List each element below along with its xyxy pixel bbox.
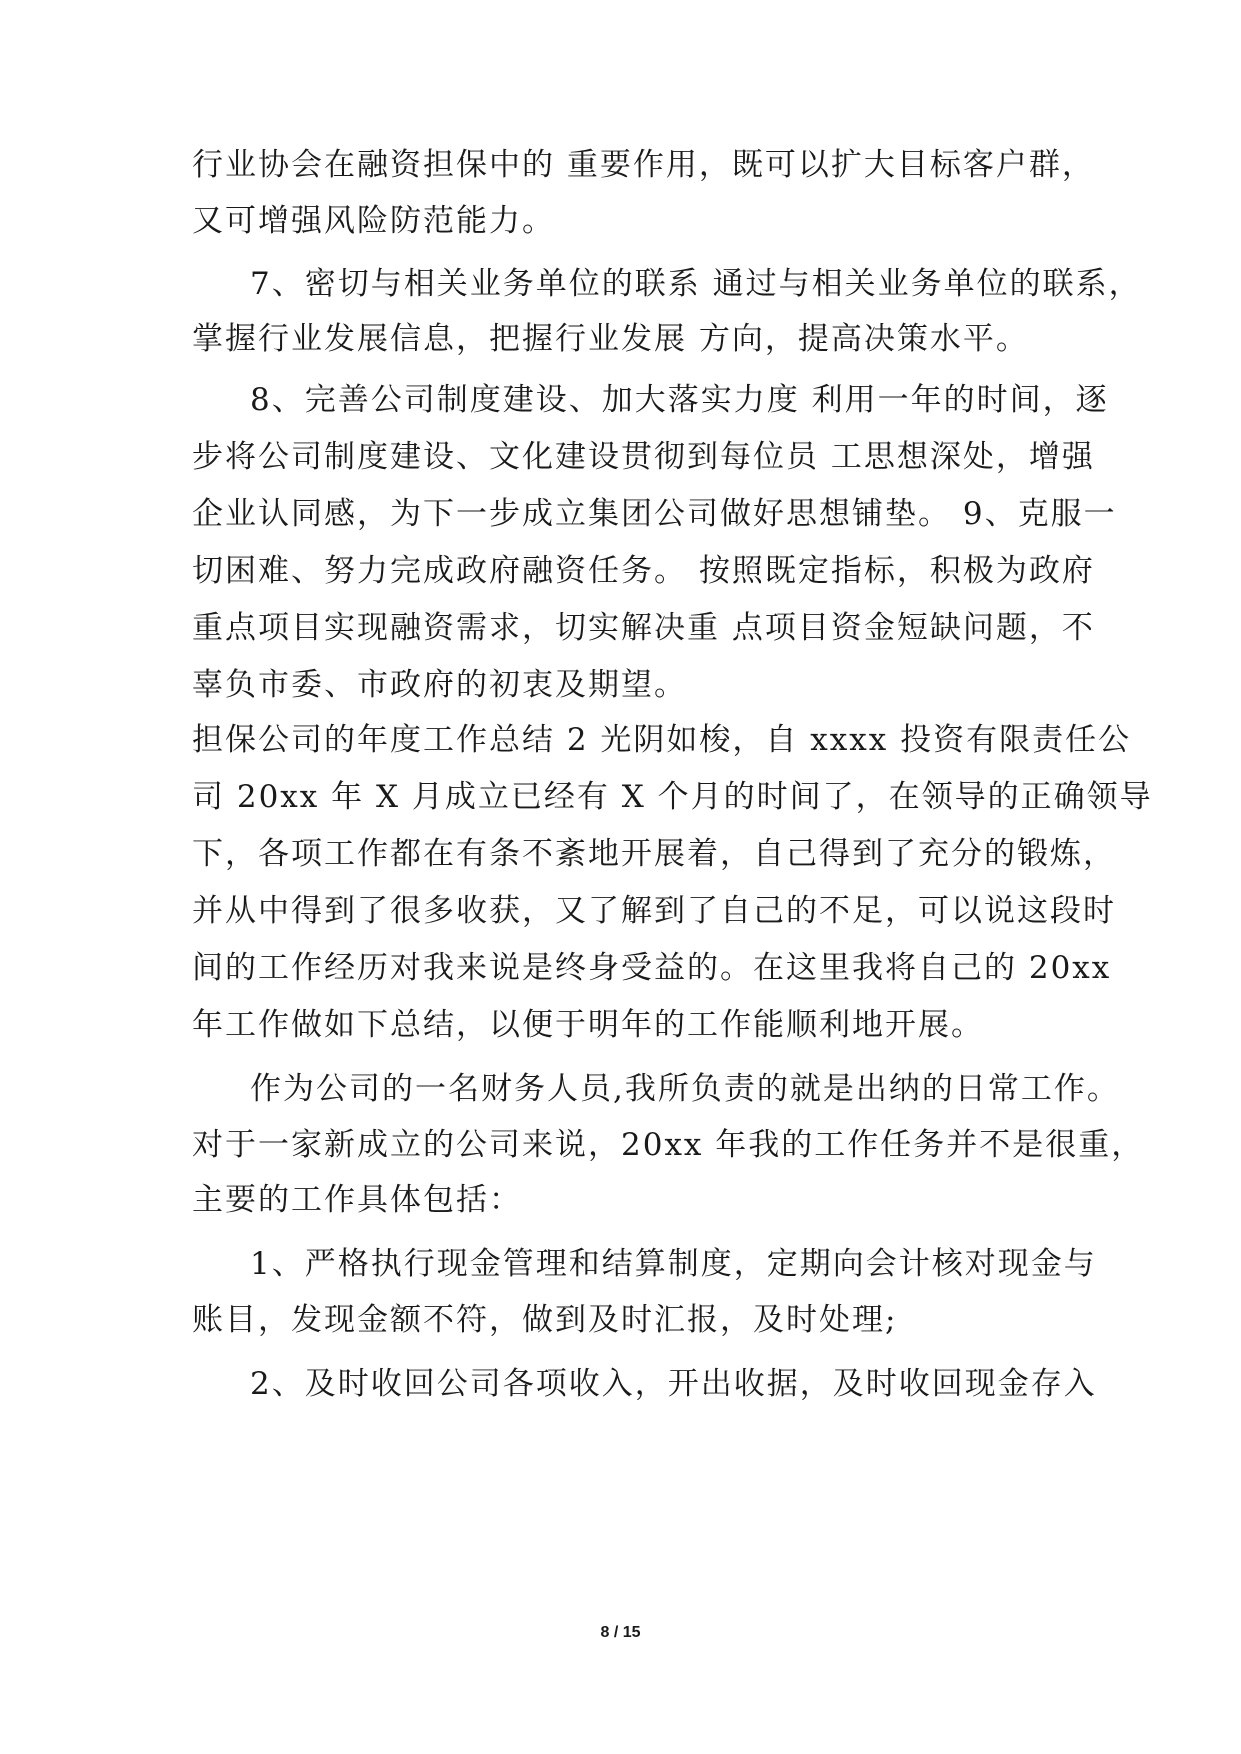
text-line: 重点项目实现融资需求，切实解决重 点项目资金短缺问题，不	[192, 610, 1095, 646]
page-number: 8 / 15	[600, 1624, 641, 1641]
text-line: 并从中得到了很多收获，又了解到了自己的不足，可以说这段时	[192, 893, 1116, 929]
text-line: 担保公司的年度工作总结 2 光阴如梭，自 xxxx 投资有限责任公	[192, 722, 1132, 758]
text-line: 对于一家新成立的公司来说，20xx 年我的工作任务并不是很重，	[192, 1127, 1145, 1163]
text-line: 间的工作经历对我来说是终身受益的。在这里我将自己的 20xx	[192, 950, 1112, 986]
text-line: 账目，发现金额不符，做到及时汇报，及时处理;	[192, 1302, 898, 1338]
text-line: 8、完善公司制度建设、加大落实力度 利用一年的时间，逐	[250, 382, 1109, 418]
text-line: 辜负市委、市政府的初衷及期望。	[192, 667, 687, 703]
text-line: 又可增强风险防范能力。	[192, 203, 555, 239]
text-line: 下，各项工作都在有条不紊地开展着，自己得到了充分的锻炼，	[192, 836, 1116, 872]
text-line: 司 20xx 年 X 月成立已经有 X 个月的时间了，在领导的正确领导	[192, 779, 1153, 815]
text-line: 2、及时收回公司各项收入，开出收据，及时收回现金存入	[250, 1366, 1097, 1402]
text-line: 切困难、努力完成政府融资任务。 按照既定指标，积极为政府	[192, 553, 1095, 589]
text-line: 作为公司的一名财务人员,我所负责的就是出纳的日常工作。	[250, 1071, 1120, 1107]
text-line: 7、密切与相关业务单位的联系 通过与相关业务单位的联系，	[250, 266, 1142, 302]
text-line: 年工作做如下总结，以便于明年的工作能顺利地开展。	[192, 1007, 984, 1043]
text-line: 1、严格执行现金管理和结算制度，定期向会计核对现金与	[250, 1246, 1097, 1282]
text-line: 掌握行业发展信息，把握行业发展 方向，提高决策水平。	[192, 321, 1029, 357]
text-line: 主要的工作具体包括：	[192, 1182, 522, 1218]
text-line: 步将公司制度建设、文化建设贯彻到每位员 工思想深处，增强	[192, 439, 1095, 475]
text-line: 行业协会在融资担保中的 重要作用，既可以扩大目标客户群，	[192, 147, 1095, 183]
text-line: 企业认同感，为下一步成立集团公司做好思想铺垫。 9、克服一	[192, 496, 1117, 532]
